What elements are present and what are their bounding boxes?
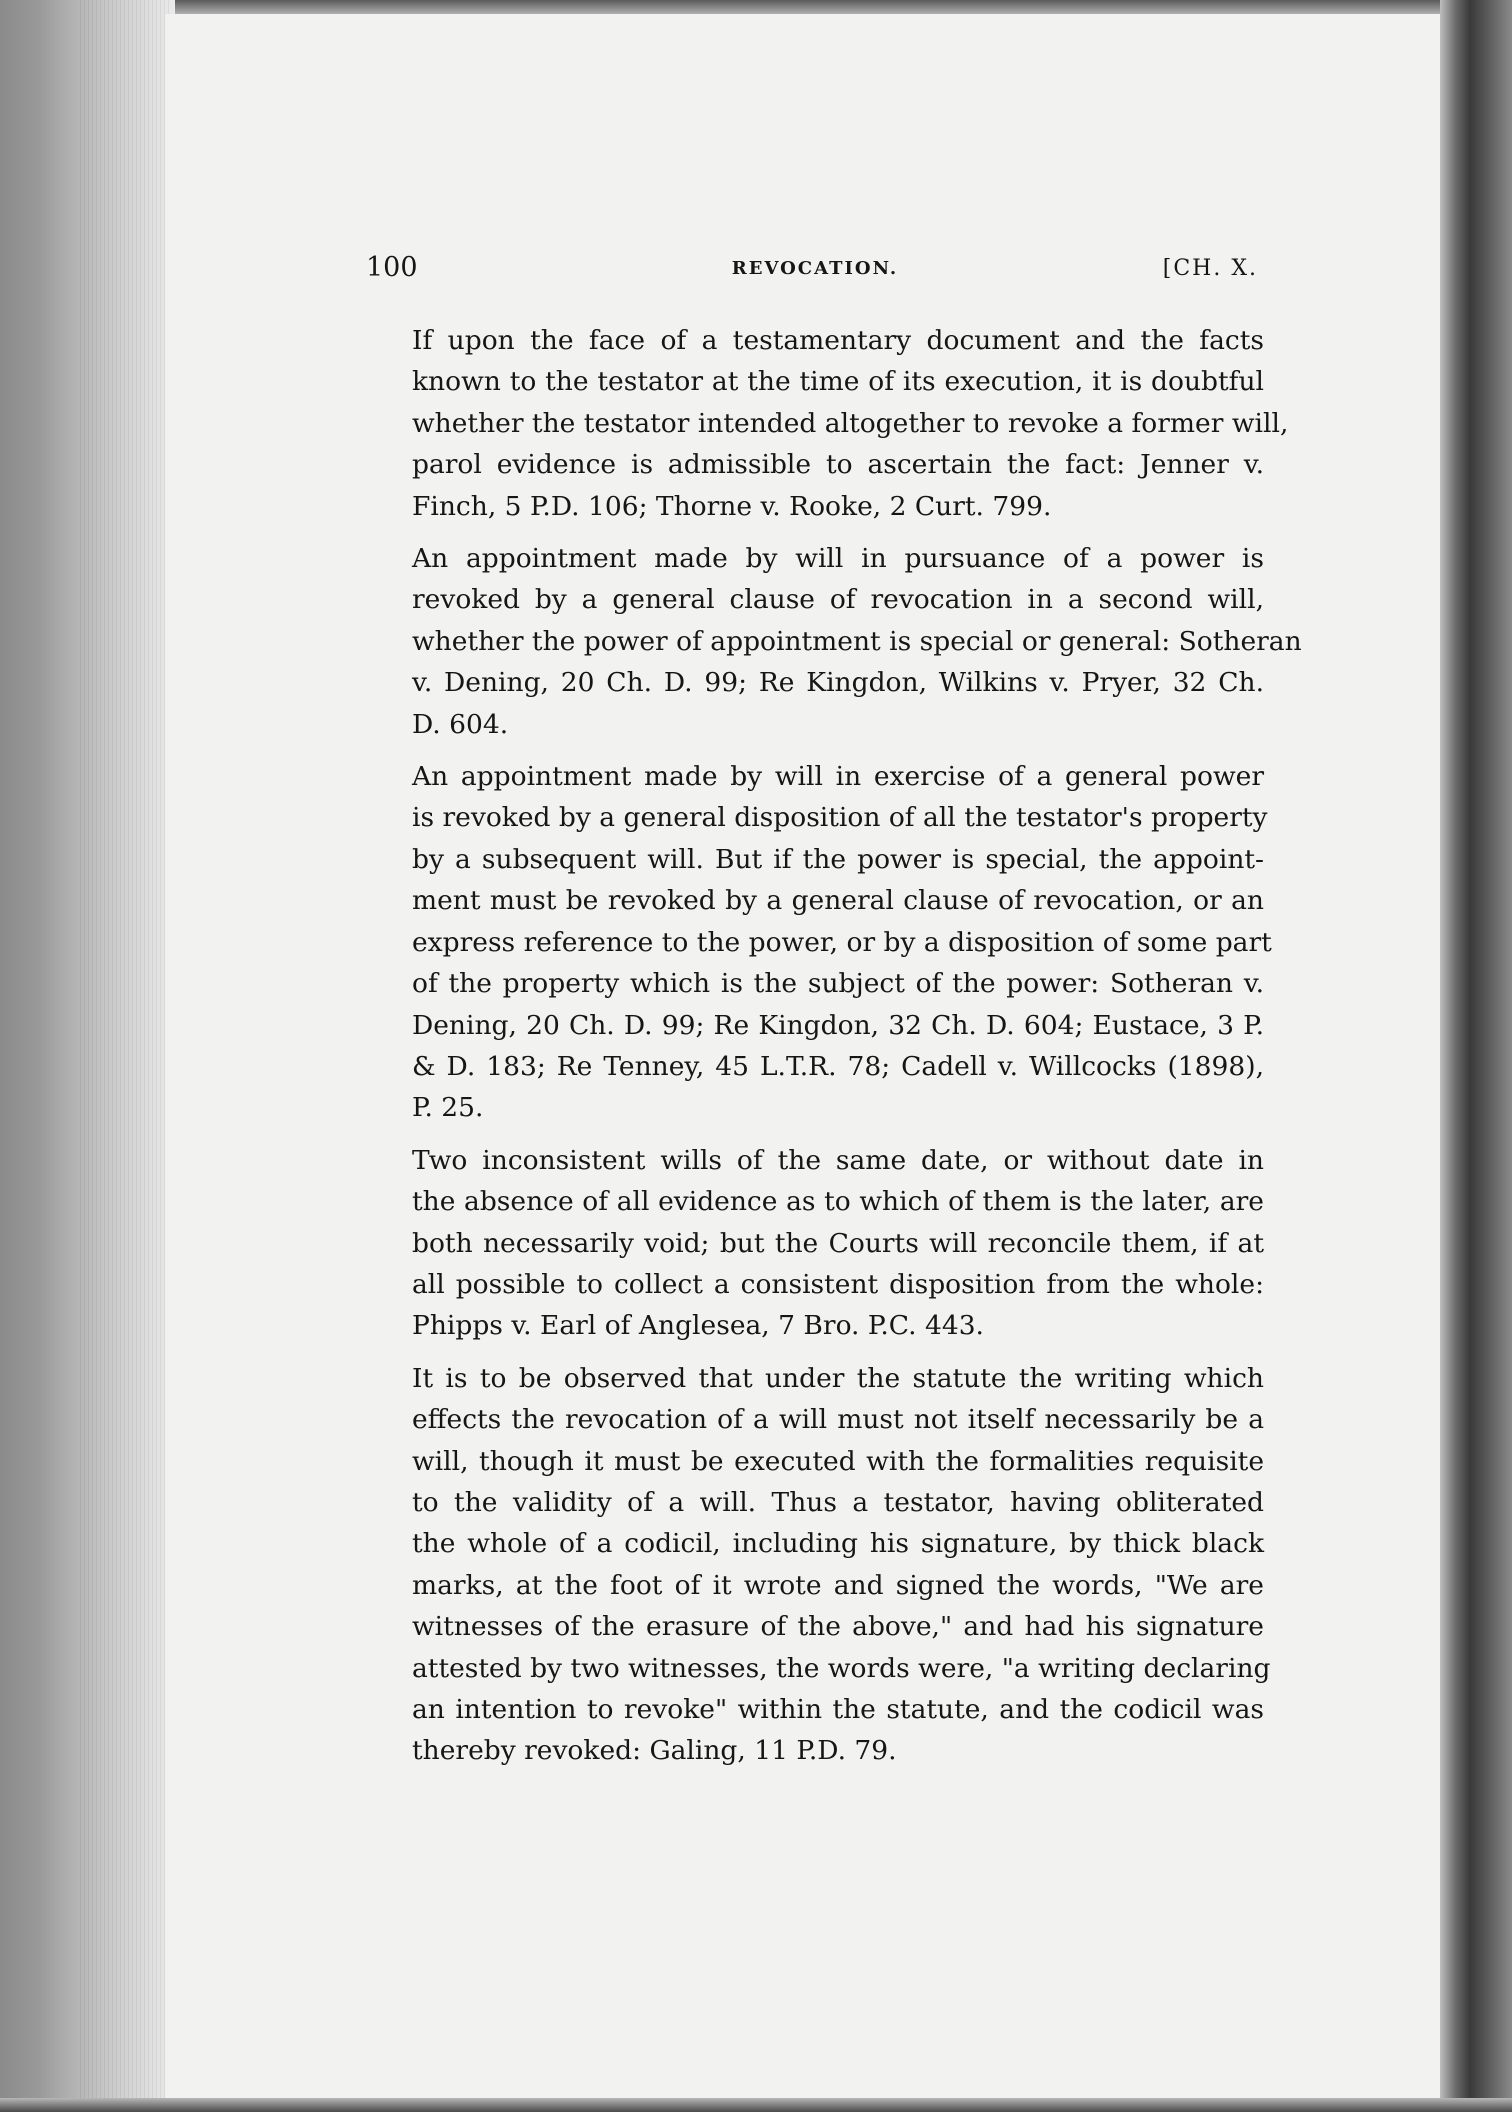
text-line: & D. 183; Re Tenney, 45 L.T.R. 78; Cadell v. Willcocks (1898), xyxy=(412,1050,1264,1082)
text-line: marks, at the foot of it wrote and signed the words, "We are xyxy=(412,1569,1264,1601)
text-line: revoked by a general clause of revocation in a second will, xyxy=(412,584,1264,616)
text-line: will, though it must be executed with the formalities requisite xyxy=(412,1445,1264,1477)
paragraph-2 xyxy=(366,538,1302,745)
text-line: An appointment made by will in pursuance of a power is xyxy=(412,543,1264,575)
text-line: to the validity of a will. Thus a testator, having obliterated xyxy=(412,1486,1264,1518)
top-edge-shadow xyxy=(0,0,1512,14)
page-text-block xyxy=(366,248,1302,1772)
running-header xyxy=(366,248,1264,288)
text-line: ment must be revoked by a general clause of revocation, or an xyxy=(412,885,1264,917)
text-line: Dening, 20 Ch. D. 99; Re Kingdon, 32 Ch. D. 604; Eustace, 3 P. xyxy=(412,1009,1264,1041)
text-line: attested by two witnesses, the words were, "a writing declaring xyxy=(412,1652,1271,1684)
paragraph-3 xyxy=(366,756,1272,1129)
text-line: Phipps v. Earl of Anglesea, 7 Bro. P.C. 443. xyxy=(412,1310,984,1342)
text-line: whether the testator intended altogether to revoke a former will, xyxy=(412,407,1289,439)
text-line: all possible to collect a consistent disposition from the whole: xyxy=(412,1268,1264,1300)
text-line: an intention to revoke" within the statute, and the codicil was xyxy=(412,1694,1264,1725)
text-line: of the property which is the subject of the power: Sotheran v. xyxy=(412,968,1264,1000)
text-line: It is to be observed that under the statute the writing which xyxy=(412,1362,1264,1394)
paragraph-1 xyxy=(366,320,1289,527)
running-title: REVOCATION. xyxy=(731,258,899,279)
text-line: the absence of all evidence as to which of them is the later, are xyxy=(412,1186,1264,1218)
text-line: known to the testator at the time of its execution, it is doubtful xyxy=(412,366,1264,398)
text-line: whether the power of appointment is special or general: Sotheran xyxy=(412,625,1302,657)
text-line: parol evidence is admissible to ascertain the fact: Jenner v. xyxy=(412,449,1264,481)
text-line: D. 604. xyxy=(412,708,509,740)
text-line: effects the revocation of a will must not itself necessarily be a xyxy=(412,1404,1264,1436)
book-spine-shadow xyxy=(1440,0,1512,2112)
text-line: witnesses of the erasure of the above," and had his signature xyxy=(412,1611,1264,1643)
paragraph-5 xyxy=(366,1358,1271,1772)
text-line: both necessarily void; but the Courts will reconcile them, if at xyxy=(412,1227,1264,1259)
text-line: If upon the face of a testamentary document and the facts xyxy=(412,325,1264,356)
text-line: is revoked by a general disposition of all the testator's property xyxy=(412,802,1268,834)
text-line: v. Dening, 20 Ch. D. 99; Re Kingdon, Wilkins v. Pryer, 32 Ch. xyxy=(412,667,1264,699)
text-line: Finch, 5 P.D. 106; Thorne v. Rooke, 2 Curt. 799. xyxy=(412,490,1052,522)
paragraph-4 xyxy=(366,1140,1264,1347)
text-line: P. 25. xyxy=(412,1092,484,1124)
chapter-label: [CH. X. xyxy=(1162,256,1258,281)
text-line: thereby revoked: Galing, 11 P.D. 79. xyxy=(412,1735,897,1767)
text-line: the whole of a codicil, including his signature, by thick black xyxy=(412,1528,1264,1560)
text-line: express reference to the power, or by a disposition of some part xyxy=(412,926,1272,958)
bottom-edge-shadow xyxy=(0,2098,1512,2112)
page-stack-lines xyxy=(80,0,170,2112)
text-line: An appointment made by will in exercise of a general power xyxy=(412,761,1264,793)
page-number: 100 xyxy=(366,252,418,283)
text-line: by a subsequent will. But if the power is special, the appoint- xyxy=(412,843,1264,875)
text-line: Two inconsistent wills of the same date, or without date in xyxy=(412,1144,1264,1176)
